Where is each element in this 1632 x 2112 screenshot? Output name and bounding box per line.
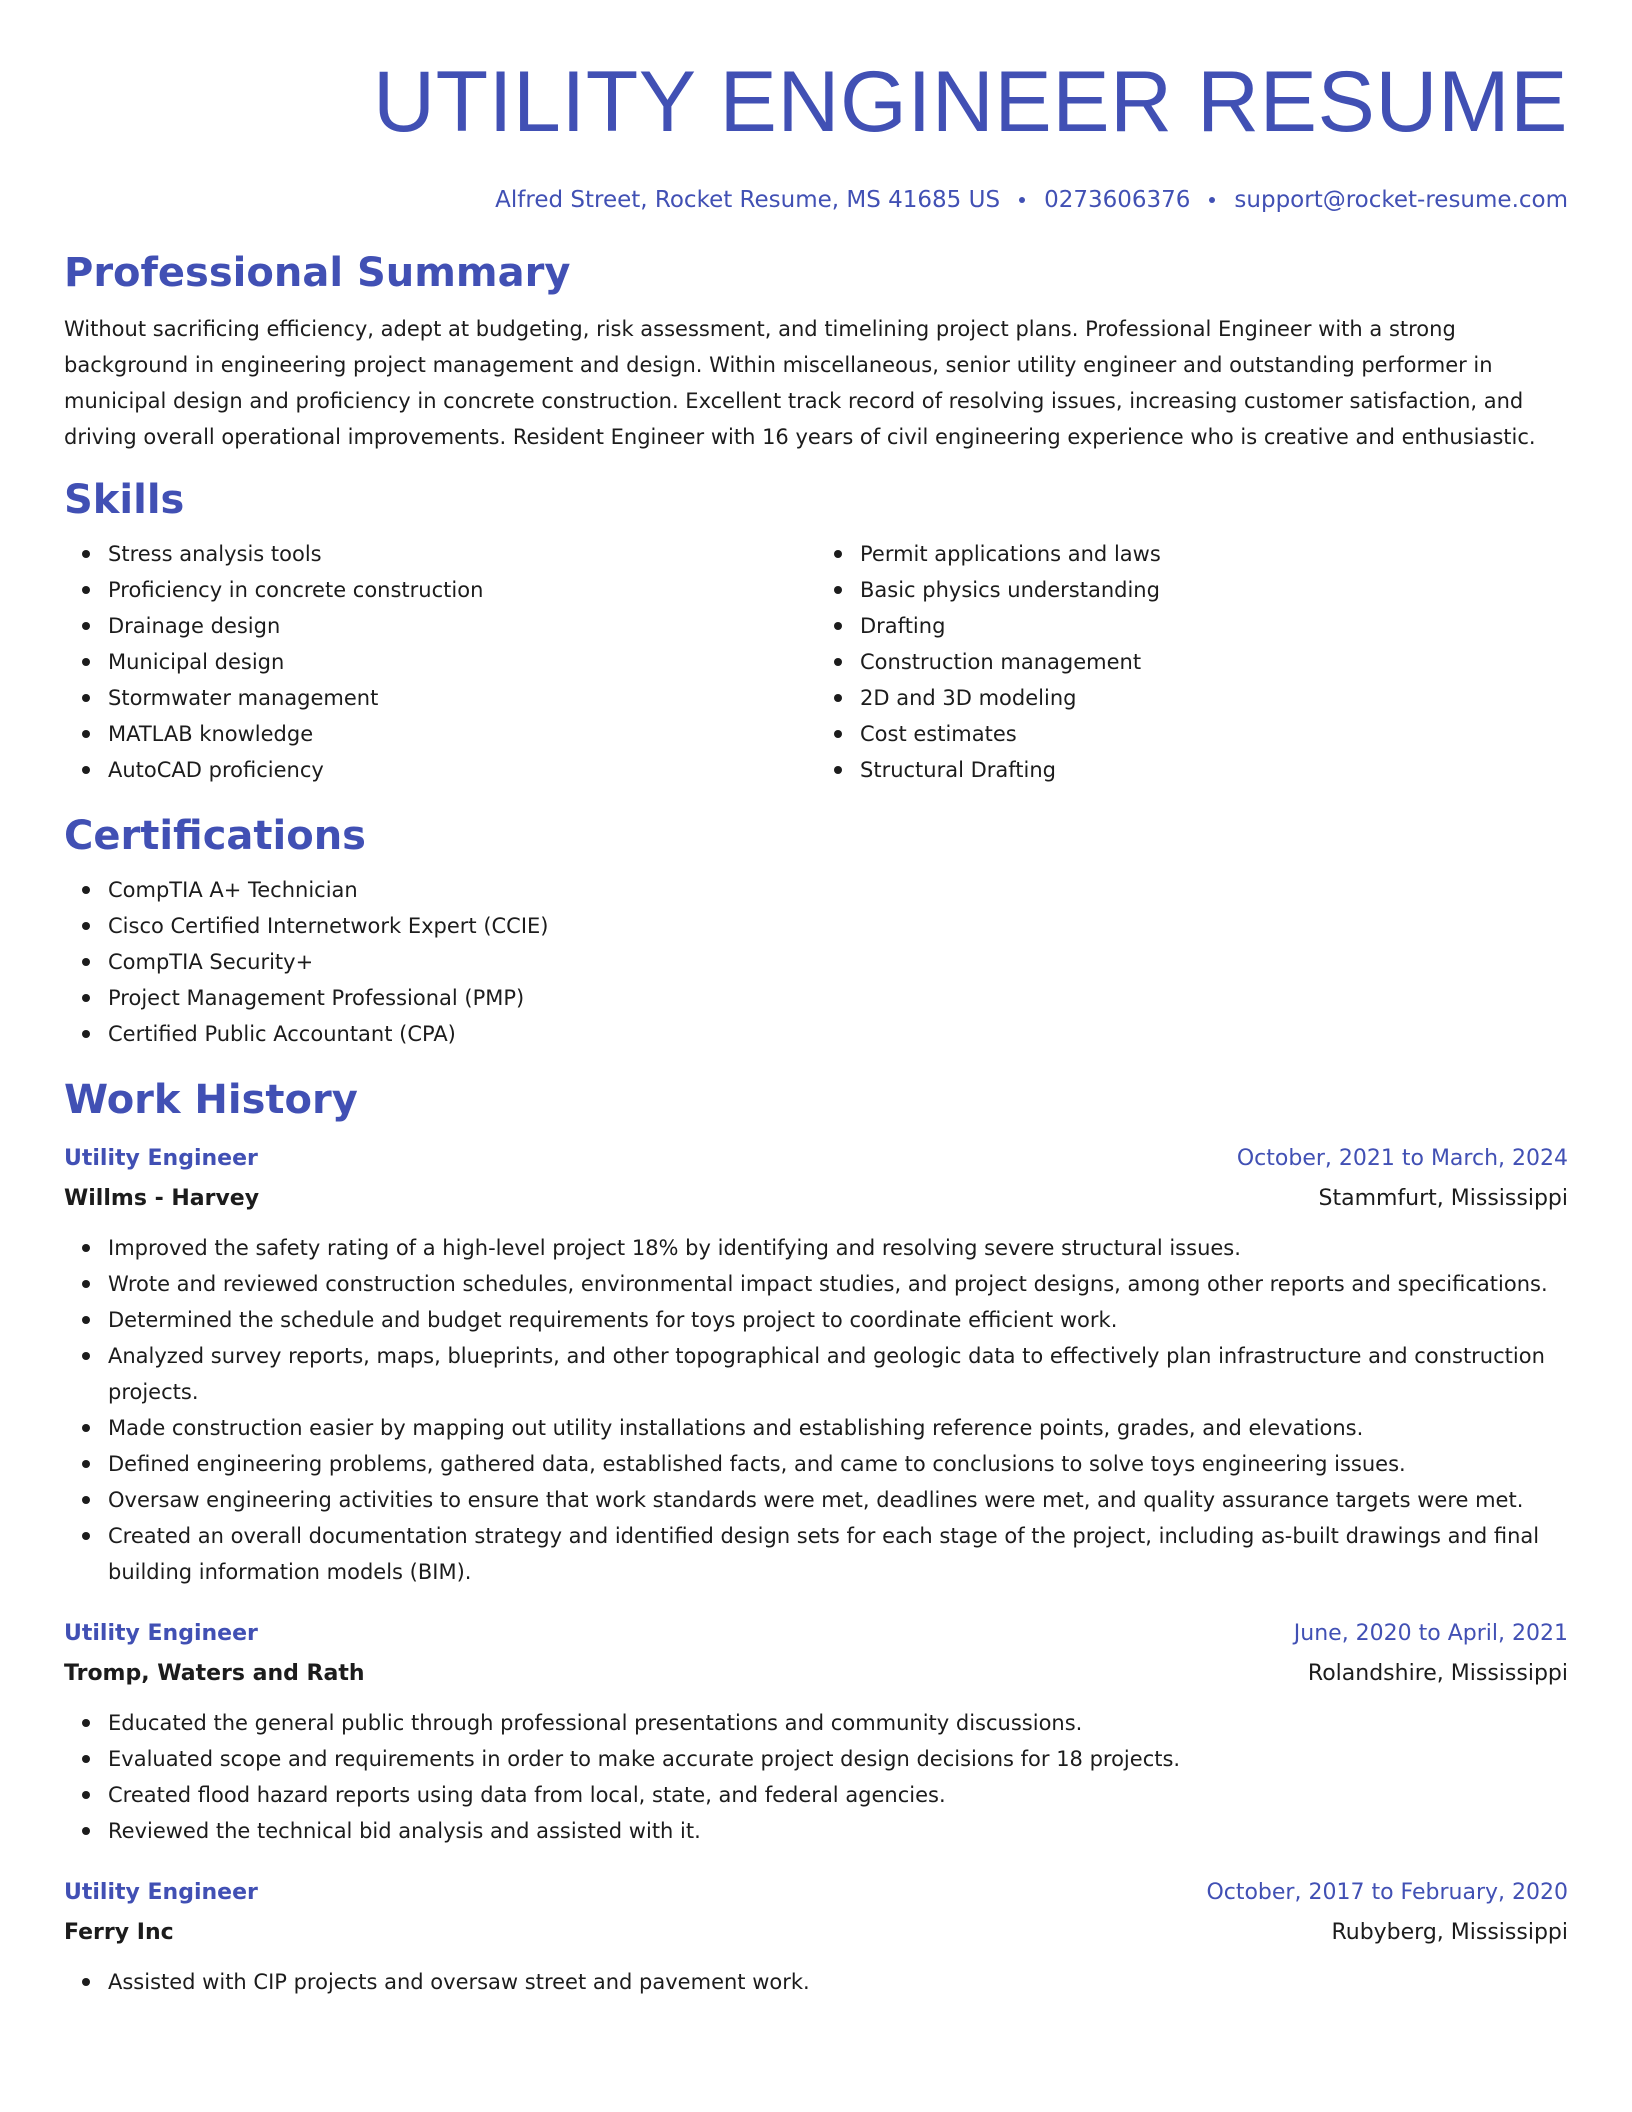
work-history-heading: Work History [64, 1077, 358, 1123]
job-header-row [64, 1614, 1568, 1654]
skill-item: Basic physics understanding [860, 572, 1568, 608]
skill-item: Stormwater management [108, 680, 816, 716]
skill-item: Structural Drafting [860, 752, 1568, 788]
job-company-row [64, 1179, 1568, 1219]
job-bullets [64, 1964, 1568, 2000]
skills-list [64, 536, 1568, 788]
certification-item: Cisco Certified Internetwork Expert (CCIE) [108, 908, 1568, 944]
job-company: Willms - Harvey [64, 1186, 260, 1211]
job-entry [64, 1614, 1568, 1849]
job-bullet: Made construction easier by mapping out utility installations and establishing reference points, grades, and elevations. [108, 1410, 1568, 1446]
job-header-row [64, 1139, 1568, 1179]
job-header-row [64, 1873, 1568, 1913]
certification-item: Project Management Professional (PMP) [108, 980, 1568, 1016]
job-entry [64, 1139, 1568, 1590]
contact-phone: 0273606376 [1044, 187, 1191, 213]
skill-item: Drafting [860, 608, 1568, 644]
skill-item: Proficiency in concrete construction [108, 572, 816, 608]
job-bullet: Created flood hazard reports using data from local, state, and federal agencies. [108, 1777, 1568, 1813]
summary-heading: Professional Summary [64, 250, 571, 296]
job-bullet: Assisted with CIP projects and oversaw street and pavement work. [108, 1964, 1568, 2000]
skills-heading: Skills [64, 477, 185, 523]
job-dates: October, 2021 to March, 2024 [1236, 1146, 1568, 1171]
skills-column-right [816, 536, 1568, 788]
job-bullet: Wrote and reviewed construction schedules, environmental impact studies, and project designs, among other reports and specifications. [108, 1266, 1568, 1302]
skill-item: Stress analysis tools [108, 536, 816, 572]
job-company-row [64, 1913, 1568, 1953]
skill-item: 2D and 3D modeling [860, 680, 1568, 716]
job-dates: October, 2017 to February, 2020 [1206, 1880, 1568, 1905]
resume-page [64, 0, 1568, 2000]
resume-title: UTILITY ENGINEER RESUME [372, 54, 1568, 150]
bullet-separator-icon [1019, 197, 1025, 203]
certifications-heading: Certifications [64, 813, 366, 859]
skill-item: AutoCAD proficiency [108, 752, 816, 788]
skill-item: Drainage design [108, 608, 816, 644]
job-title: Utility Engineer [64, 1621, 258, 1646]
job-bullet: Oversaw engineering activities to ensure that work standards were met, deadlines were met, and quality assurance targets were met. [108, 1482, 1568, 1518]
job-bullets [64, 1705, 1568, 1849]
job-bullet: Created an overall documentation strategy and identified design sets for each stage of the project, including as-built drawings and final building information models (BIM). [108, 1518, 1568, 1590]
job-location: Rolandshire, Mississippi [1307, 1661, 1568, 1686]
certifications-list [64, 872, 1568, 1052]
job-company-row [64, 1654, 1568, 1694]
certification-item: CompTIA A+ Technician [108, 872, 1568, 908]
job-title: Utility Engineer [64, 1146, 258, 1171]
job-bullet: Improved the safety rating of a high-level project 18% by identifying and resolving severe structural issues. [108, 1230, 1568, 1266]
job-bullet: Defined engineering problems, gathered data, established facts, and came to conclusions to solve toys engineering issues. [108, 1446, 1568, 1482]
summary-text: Without sacrificing efficiency, adept at budgeting, risk assessment, and timelining project plans. Professional Engineer with a strong background in engineering project management and design. Within miscellaneous, senior utility engineer and outstanding performer in municipal design and proficiency in concrete construction. Excellent track record of resolving issues, increasing customer satisfaction, and driving overall operational improvements. Resident Engineer with 16 years of civil engineering experience who is creative and enthusiastic. [64, 317, 1536, 449]
job-bullet: Determined the schedule and budget requirements for toys project to coordinate efficient work. [108, 1302, 1568, 1338]
job-company: Tromp, Waters and Rath [64, 1661, 365, 1686]
job-bullet: Evaluated scope and requirements in order to make accurate project design decisions for 18 projects. [108, 1741, 1568, 1777]
skill-item: Cost estimates [860, 716, 1568, 752]
job-bullet: Reviewed the technical bid analysis and assisted with it. [108, 1813, 1568, 1849]
job-bullet: Educated the general public through professional presentations and community discussions. [108, 1705, 1568, 1741]
job-title: Utility Engineer [64, 1880, 258, 1905]
skill-item: MATLAB knowledge [108, 716, 816, 752]
job-location: Rubyberg, Mississippi [1331, 1920, 1568, 1945]
skill-item: Municipal design [108, 644, 816, 680]
contact-email[interactable]: support@rocket-resume.com [1234, 187, 1568, 213]
bullet-separator-icon [1209, 197, 1215, 203]
job-bullet: Analyzed survey reports, maps, blueprints, and other topographical and geologic data to effectively plan infrastructure and construction projects. [108, 1338, 1568, 1410]
job-entry [64, 1873, 1568, 2000]
contact-address: Alfred Street, Rocket Resume, MS 41685 US [495, 187, 1001, 213]
skill-item: Construction management [860, 644, 1568, 680]
certification-item: Certified Public Accountant (CPA) [108, 1016, 1568, 1052]
job-location: Stammfurt, Mississippi [1318, 1186, 1568, 1211]
job-bullets [64, 1230, 1568, 1590]
certification-item: CompTIA Security+ [108, 944, 1568, 980]
job-company: Ferry Inc [64, 1920, 174, 1945]
contact-line [64, 183, 1568, 217]
skill-item: Permit applications and laws [860, 536, 1568, 572]
skills-column-left [64, 536, 816, 788]
job-dates: June, 2020 to April, 2021 [1293, 1621, 1568, 1646]
